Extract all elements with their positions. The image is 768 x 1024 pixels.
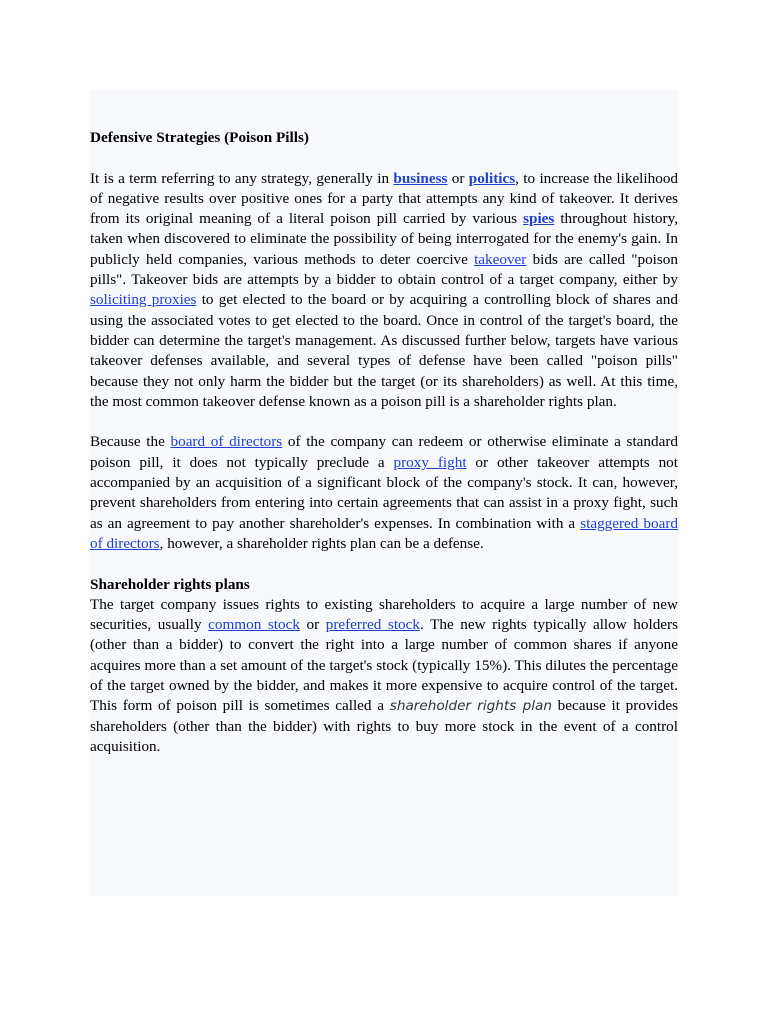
text-run: The target company issues rights to existing shareholders to acquire a large number of new securities, usually — [90, 595, 678, 634]
link-staggered-board[interactable]: staggered board of directors — [90, 514, 678, 552]
spacer — [90, 148, 678, 168]
text-run: because it provides shareholders (other than the bidder) with rights to buy more stock in the event of a control acquisition. — [90, 697, 678, 755]
link-proxy-fight[interactable]: proxy fight — [393, 453, 467, 471]
subsection-title: Shareholder rights plans — [90, 575, 250, 593]
link-takeover[interactable]: takeover — [474, 250, 527, 268]
link-spies[interactable]: spies — [523, 210, 555, 228]
document-content — [90, 128, 678, 757]
text-run: of the company can redeem or otherwise eliminate a standard poison pill, it does not typically preclude a — [90, 433, 678, 471]
link-preferred-stock[interactable]: preferred stock — [325, 616, 420, 634]
italic-term: shareholder rights plan — [389, 698, 552, 715]
text-run: , however, a shareholder rights plan can be a defense. — [159, 534, 484, 552]
text-run: bids are called "poison pills". Takeover bids are attempts by a bidder to obtain control of a target company, either by — [90, 250, 678, 289]
text-run: throughout history, taken when discovered to eliminate the possibility of being interrogated for the enemy's gain. In publicly held companies, various methods to deter coercive — [90, 210, 678, 268]
text-run: or other takeover attempts not accompanied by an acquisition of a significant block of the company's stock. It can, however, prevent shareholders from entering into certain agreements that can assist in a proxy fight, such as an agreement to pay another shareholder's expenses. In combination with a — [90, 453, 678, 532]
text-run: to get elected to the board or by acquiring a controlling block of shares and using the associated votes to get elected to the board. Once in control of the target's board, the bidder can determine the target's management. As discussed further below, targets have various takeover defenses available, and several types of defense have been called "poison pills" because they not only harm the bidder but the target (or its shareholders) as well. At this time, the most common takeover defense known as a poison pill is a shareholder rights plan. — [90, 291, 678, 410]
paragraph-rights-plans — [90, 595, 678, 757]
section-title: Defensive Strategies (Poison Pills) — [90, 129, 309, 146]
link-board-of-directors[interactable]: board of directors — [170, 433, 283, 451]
text-run: , to increase the likelihood of negative results over positive ones for a party that attempts any kind of takeover. It derives from its original meaning of a literal poison pill carried by various — [90, 169, 679, 228]
link-soliciting-proxies[interactable]: soliciting proxies — [90, 291, 197, 309]
link-common-stock[interactable]: common stock — [208, 616, 300, 634]
text-run: or — [299, 616, 326, 634]
document-page — [90, 90, 678, 896]
text-run: Because the — [90, 433, 171, 451]
spacer — [90, 554, 678, 574]
link-politics[interactable]: politics — [468, 169, 516, 187]
spacer — [90, 412, 678, 432]
text-run: . The new rights typically allow holders (other than a bidder) to convert the right into a large number of common shares if anyone acquires more than a set amount of the target's stock (typically 15%). This dilutes the percentage of the target owned by the bidder, and makes it more expensive to acquire control of the target. This form of poison pill is sometimes called a — [90, 616, 678, 715]
paragraph-board — [90, 432, 678, 554]
text-run: It is a term referring to any strategy, generally in — [90, 169, 394, 187]
text-run: or — [447, 169, 469, 187]
link-business[interactable]: business — [393, 169, 448, 187]
paragraph-intro — [90, 169, 678, 413]
